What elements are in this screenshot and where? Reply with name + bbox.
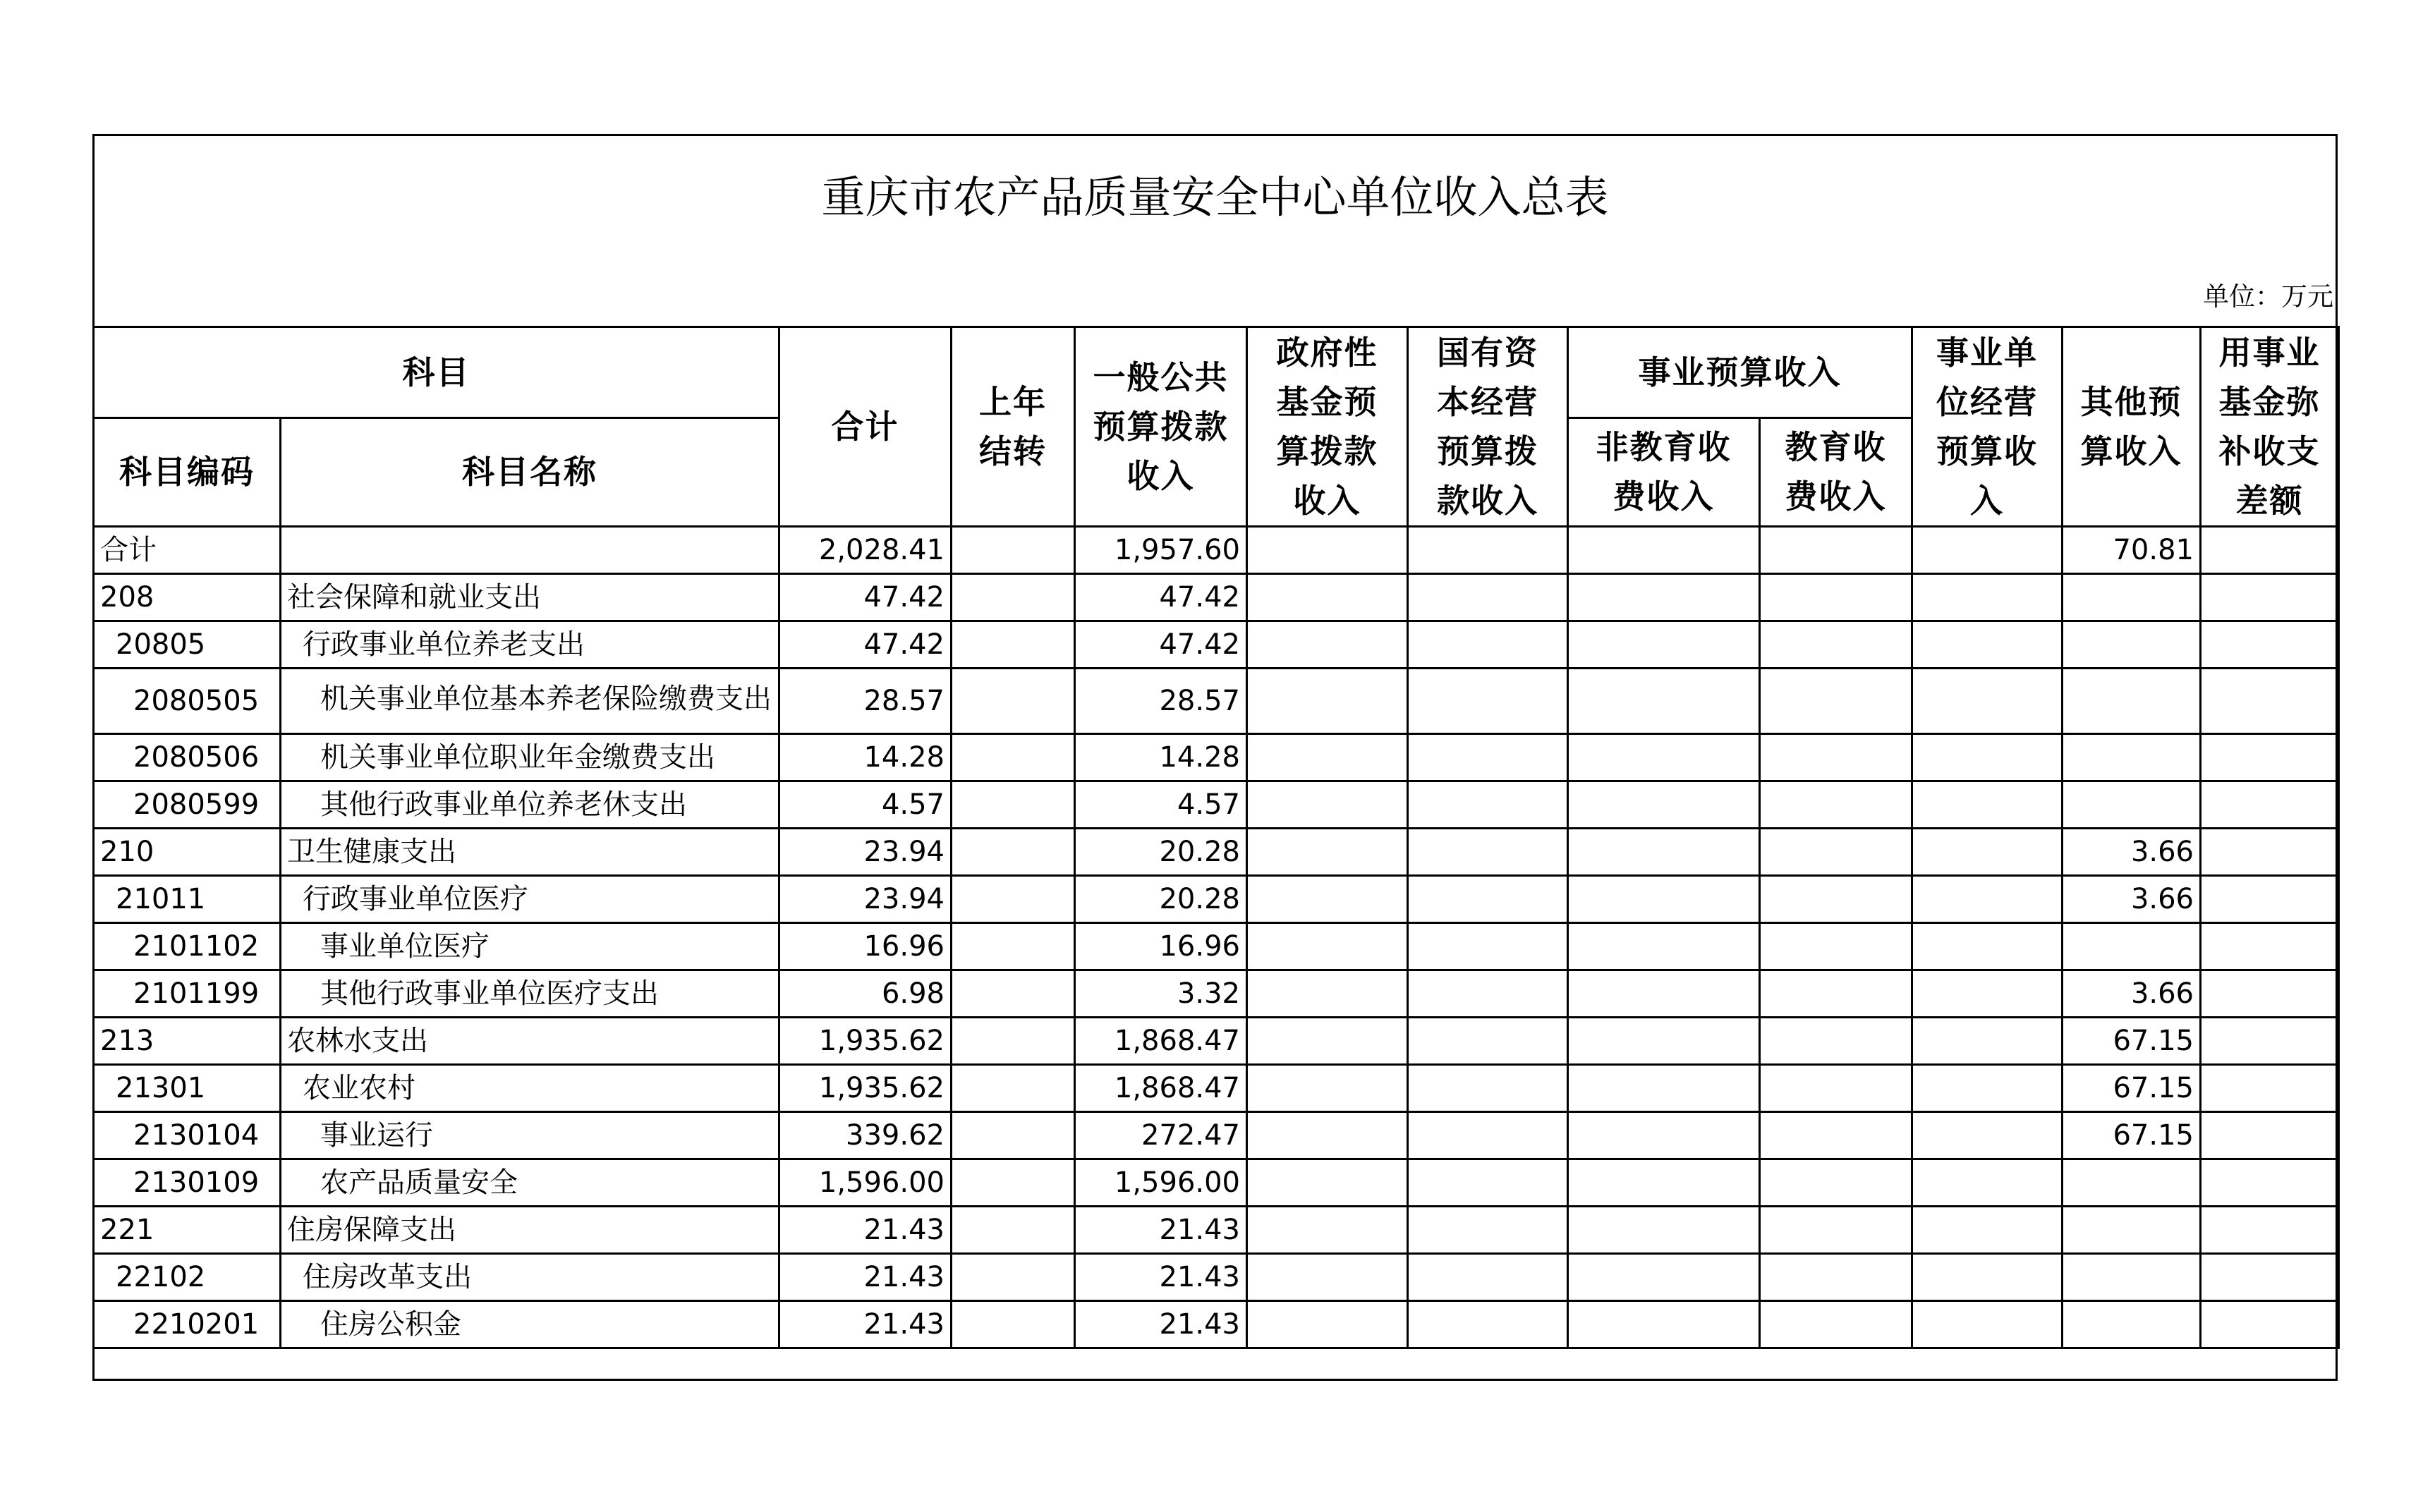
gov-fund-header-line: 基金预 [1276, 383, 1378, 421]
cell-carryover [952, 1254, 1075, 1301]
state-capital-header-line: 国有资 [1437, 334, 1538, 372]
cell-edu [1760, 734, 1912, 781]
cell-gov-fund [1247, 669, 1408, 734]
unit-business-header-line: 事业单 [1936, 334, 2038, 372]
cell-name: 行政事业单位养老支出 [281, 621, 779, 669]
cell-carryover [952, 781, 1075, 829]
cell-general: 21.43 [1075, 1301, 1247, 1348]
cell-non-edu [1568, 1254, 1760, 1301]
cell-unit-business [1912, 1301, 2063, 1348]
state-capital-header [1408, 327, 1568, 527]
cell-other [2063, 734, 2201, 781]
unit-business-header-line: 预算收 [1936, 432, 2038, 470]
unit-business-header-line: 位经营 [1936, 383, 2038, 421]
cell-other [2063, 669, 2201, 734]
cell-fund-gap [2201, 1018, 2339, 1065]
general-budget-header-line: 收入 [1126, 457, 1195, 495]
cell-non-edu [1568, 1112, 1760, 1159]
cell-non-edu [1568, 669, 1760, 734]
cell-unit-business [1912, 574, 2063, 621]
cell-total: 1,935.62 [779, 1065, 952, 1112]
cell-general: 3.32 [1075, 970, 1247, 1018]
cell-carryover [952, 1301, 1075, 1348]
cell-edu [1760, 1112, 1912, 1159]
cell-other: 67.15 [2063, 1112, 2201, 1159]
cell-code: 221 [94, 1207, 281, 1254]
table-row [94, 1301, 2339, 1348]
cell-state-capital [1408, 781, 1568, 829]
cell-edu [1760, 574, 1912, 621]
cell-name: 事业单位医疗 [281, 923, 779, 970]
report-title: 重庆市农产品质量安全中心单位收入总表 [821, 171, 1609, 223]
cell-total: 47.42 [779, 574, 952, 621]
unit-label: 单位：万元 [2203, 281, 2333, 312]
cell-code: 21301 [94, 1065, 281, 1112]
cell-edu [1760, 527, 1912, 574]
cell-total: 4.57 [779, 781, 952, 829]
cell-code: 208 [94, 574, 281, 621]
cell-fund-gap [2201, 876, 2339, 923]
table-row [94, 1159, 2339, 1207]
cell-gov-fund [1247, 621, 1408, 669]
subject-name-header: 科目名称 [281, 417, 779, 526]
fund-gap-header-line: 差额 [2235, 482, 2304, 520]
cell-unit-business [1912, 1207, 2063, 1254]
cell-non-edu [1568, 574, 1760, 621]
cell-gov-fund [1247, 734, 1408, 781]
cell-other [2063, 1207, 2201, 1254]
cell-other [2063, 1254, 2201, 1301]
cell-carryover [952, 876, 1075, 923]
cell-total: 16.96 [779, 923, 952, 970]
cell-general: 21.43 [1075, 1207, 1247, 1254]
cell-non-edu [1568, 527, 1760, 574]
table-row [94, 669, 2339, 734]
fund-gap-header-line: 基金弥 [2218, 383, 2321, 421]
cell-code: 213 [94, 1018, 281, 1065]
table-row [94, 1254, 2339, 1301]
general-budget-header [1075, 327, 1247, 527]
cell-carryover [952, 970, 1075, 1018]
cell-gov-fund [1247, 1207, 1408, 1254]
cell-code: 2080505 [94, 669, 281, 734]
cell-general: 1,868.47 [1075, 1018, 1247, 1065]
cell-edu [1760, 781, 1912, 829]
cell-non-edu [1568, 876, 1760, 923]
cell-carryover [952, 734, 1075, 781]
table-row [94, 970, 2339, 1018]
cell-gov-fund [1247, 1159, 1408, 1207]
cell-general: 1,957.60 [1075, 527, 1247, 574]
edu-fee-header-line: 费收入 [1785, 477, 1887, 516]
cell-fund-gap [2201, 781, 2339, 829]
cell-other: 67.15 [2063, 1065, 2201, 1112]
carryover-header-line: 结转 [979, 432, 1047, 470]
cell-non-edu [1568, 1159, 1760, 1207]
cell-unit-business [1912, 1018, 2063, 1065]
cell-code: 2210201 [94, 1301, 281, 1348]
cell-total: 339.62 [779, 1112, 952, 1159]
cell-fund-gap [2201, 669, 2339, 734]
cell-carryover [952, 1065, 1075, 1112]
cell-unit-business [1912, 970, 2063, 1018]
table-row [94, 621, 2339, 669]
cell-name: 住房改革支出 [281, 1254, 779, 1301]
cell-total: 21.43 [779, 1301, 952, 1348]
cell-state-capital [1408, 970, 1568, 1018]
gov-fund-header-line: 政府性 [1276, 334, 1378, 372]
cell-gov-fund [1247, 1065, 1408, 1112]
cell-other: 70.81 [2063, 527, 2201, 574]
cell-state-capital [1408, 669, 1568, 734]
cell-carryover [952, 621, 1075, 669]
cell-other [2063, 574, 2201, 621]
cell-fund-gap [2201, 527, 2339, 574]
cell-gov-fund [1247, 781, 1408, 829]
cell-fund-gap [2201, 829, 2339, 876]
cell-state-capital [1408, 829, 1568, 876]
table-row [94, 1018, 2339, 1065]
cell-unit-business [1912, 1159, 2063, 1207]
cell-edu [1760, 829, 1912, 876]
fund-gap-header-line: 补收支 [2218, 432, 2321, 470]
cell-other: 3.66 [2063, 876, 2201, 923]
edu-fee-header [1760, 417, 1912, 526]
cell-fund-gap [2201, 970, 2339, 1018]
cell-unit-business [1912, 621, 2063, 669]
cell-state-capital [1408, 1254, 1568, 1301]
cell-general: 47.42 [1075, 621, 1247, 669]
cell-name: 社会保障和就业支出 [281, 574, 779, 621]
cell-total: 21.43 [779, 1254, 952, 1301]
table-row [94, 876, 2339, 923]
cell-fund-gap [2201, 574, 2339, 621]
cell-edu [1760, 1254, 1912, 1301]
cell-name: 其他行政事业单位医疗支出 [281, 970, 779, 1018]
cell-fund-gap [2201, 621, 2339, 669]
cell-gov-fund [1247, 1301, 1408, 1348]
cell-unit-business [1912, 1112, 2063, 1159]
cell-general: 16.96 [1075, 923, 1247, 970]
cell-general: 20.28 [1075, 829, 1247, 876]
cell-carryover [952, 923, 1075, 970]
cell-name: 其他行政事业单位养老休支出 [281, 781, 779, 829]
cell-state-capital [1408, 574, 1568, 621]
gov-fund-header [1247, 327, 1408, 527]
cell-name: 住房保障支出 [281, 1207, 779, 1254]
cell-name [281, 527, 779, 574]
cell-gov-fund [1247, 923, 1408, 970]
cell-name: 卫生健康支出 [281, 829, 779, 876]
cell-total: 47.42 [779, 621, 952, 669]
cell-non-edu [1568, 829, 1760, 876]
career-budget-header: 事业预算收入 [1568, 327, 1912, 418]
cell-code: 22102 [94, 1254, 281, 1301]
table-row [94, 1112, 2339, 1159]
cell-non-edu [1568, 734, 1760, 781]
cell-fund-gap [2201, 1112, 2339, 1159]
table-row [94, 527, 2339, 574]
cell-state-capital [1408, 1112, 1568, 1159]
cell-other [2063, 1159, 2201, 1207]
cell-name: 住房公积金 [281, 1301, 779, 1348]
unit-business-header [1912, 327, 2063, 527]
cell-general: 272.47 [1075, 1112, 1247, 1159]
cell-total: 1,935.62 [779, 1018, 952, 1065]
cell-code: 2080599 [94, 781, 281, 829]
cell-state-capital [1408, 876, 1568, 923]
other-income-header [2063, 327, 2201, 527]
cell-code: 2080506 [94, 734, 281, 781]
cell-non-edu [1568, 923, 1760, 970]
cell-total: 1,596.00 [779, 1159, 952, 1207]
table-row [94, 781, 2339, 829]
cell-edu [1760, 923, 1912, 970]
cell-fund-gap [2201, 923, 2339, 970]
cell-name [281, 669, 779, 734]
table-row [94, 1207, 2339, 1254]
cell-edu [1760, 970, 1912, 1018]
cell-non-edu [1568, 970, 1760, 1018]
fund-gap-header-line: 用事业 [2218, 334, 2321, 372]
cell-state-capital [1408, 527, 1568, 574]
cell-general: 4.57 [1075, 781, 1247, 829]
cell-carryover [952, 1207, 1075, 1254]
cell-name-text: 机关事业单位基本养老保险缴费支出 [320, 683, 772, 715]
cell-total: 23.94 [779, 876, 952, 923]
cell-state-capital [1408, 734, 1568, 781]
cell-unit-business [1912, 829, 2063, 876]
cell-fund-gap [2201, 1207, 2339, 1254]
income-table [92, 326, 2340, 1349]
cell-gov-fund [1247, 970, 1408, 1018]
cell-code: 20805 [94, 621, 281, 669]
carryover-header [952, 327, 1075, 527]
cell-name: 事业运行 [281, 1112, 779, 1159]
cell-state-capital [1408, 923, 1568, 970]
cell-code: 2101199 [94, 970, 281, 1018]
cell-non-edu [1568, 1301, 1760, 1348]
subject-code-header: 科目编码 [94, 417, 281, 526]
cell-unit-business [1912, 923, 2063, 970]
cell-code: 2130104 [94, 1112, 281, 1159]
non-edu-fee-header [1568, 417, 1760, 526]
cell-state-capital [1408, 1301, 1568, 1348]
cell-code: 210 [94, 829, 281, 876]
gov-fund-header-line: 收入 [1293, 482, 1361, 520]
cell-carryover [952, 829, 1075, 876]
general-budget-header-line: 预算拨款 [1093, 408, 1229, 446]
cell-general: 14.28 [1075, 734, 1247, 781]
cell-gov-fund [1247, 876, 1408, 923]
cell-unit-business [1912, 527, 2063, 574]
cell-fund-gap [2201, 1159, 2339, 1207]
cell-name: 农业农村 [281, 1065, 779, 1112]
table-row [94, 574, 2339, 621]
subject-header: 科目 [94, 327, 779, 418]
cell-edu [1760, 1301, 1912, 1348]
cell-unit-business [1912, 734, 2063, 781]
cell-total: 23.94 [779, 829, 952, 876]
cell-fund-gap [2201, 1065, 2339, 1112]
fund-gap-header [2201, 327, 2339, 527]
unit-business-header-line: 入 [1970, 482, 2004, 520]
gov-fund-header-line: 算拨款 [1276, 432, 1378, 470]
cell-other [2063, 621, 2201, 669]
cell-edu [1760, 1159, 1912, 1207]
cell-general: 1,868.47 [1075, 1065, 1247, 1112]
cell-general: 28.57 [1075, 669, 1247, 734]
cell-edu [1760, 1207, 1912, 1254]
cell-fund-gap [2201, 1254, 2339, 1301]
cell-carryover [952, 669, 1075, 734]
cell-gov-fund [1247, 1018, 1408, 1065]
state-capital-header-line: 预算拨 [1437, 432, 1538, 470]
cell-general: 1,596.00 [1075, 1159, 1247, 1207]
state-capital-header-line: 本经营 [1437, 383, 1538, 421]
cell-unit-business [1912, 1254, 2063, 1301]
cell-code: 2130109 [94, 1159, 281, 1207]
cell-carryover [952, 1018, 1075, 1065]
non-edu-fee-header-line: 非教育收 [1596, 428, 1732, 467]
cell-other: 67.15 [2063, 1018, 2201, 1065]
cell-edu [1760, 876, 1912, 923]
cell-carryover [952, 574, 1075, 621]
cell-unit-business [1912, 876, 2063, 923]
cell-total: 6.98 [779, 970, 952, 1018]
cell-carryover [952, 1159, 1075, 1207]
cell-edu [1760, 1018, 1912, 1065]
cell-name: 农林水支出 [281, 1018, 779, 1065]
cell-other: 3.66 [2063, 970, 2201, 1018]
cell-general: 21.43 [1075, 1254, 1247, 1301]
cell-non-edu [1568, 1018, 1760, 1065]
cell-other [2063, 781, 2201, 829]
cell-name: 机关事业单位职业年金缴费支出 [281, 734, 779, 781]
cell-name: 农产品质量安全 [281, 1159, 779, 1207]
cell-other [2063, 1301, 2201, 1348]
other-income-header-line: 算收入 [2080, 432, 2182, 470]
cell-edu [1760, 621, 1912, 669]
cell-state-capital [1408, 1065, 1568, 1112]
cell-unit-business [1912, 669, 2063, 734]
total-header: 合计 [779, 327, 952, 527]
non-edu-fee-header-line: 费收入 [1613, 477, 1715, 516]
state-capital-header-line: 款收入 [1437, 482, 1538, 520]
table-row [94, 1065, 2339, 1112]
cell-general: 20.28 [1075, 876, 1247, 923]
cell-state-capital [1408, 1018, 1568, 1065]
cell-gov-fund [1247, 1254, 1408, 1301]
cell-carryover [952, 527, 1075, 574]
cell-name: 行政事业单位医疗 [281, 876, 779, 923]
general-budget-header-line: 一般公共 [1093, 358, 1229, 396]
cell-total: 2,028.41 [779, 527, 952, 574]
cell-edu [1760, 669, 1912, 734]
table-row [94, 923, 2339, 970]
cell-code: 合计 [94, 527, 281, 574]
table-row [94, 734, 2339, 781]
cell-unit-business [1912, 781, 2063, 829]
cell-total: 28.57 [779, 669, 952, 734]
carryover-header-line: 上年 [979, 383, 1047, 421]
cell-gov-fund [1247, 1112, 1408, 1159]
cell-code: 21011 [94, 876, 281, 923]
cell-non-edu [1568, 781, 1760, 829]
cell-state-capital [1408, 1207, 1568, 1254]
cell-state-capital [1408, 1159, 1568, 1207]
edu-fee-header-line: 教育收 [1785, 428, 1887, 467]
cell-non-edu [1568, 1207, 1760, 1254]
cell-unit-business [1912, 1065, 2063, 1112]
cell-fund-gap [2201, 1301, 2339, 1348]
cell-edu [1760, 1065, 1912, 1112]
cell-gov-fund [1247, 829, 1408, 876]
cell-carryover [952, 1112, 1075, 1159]
cell-non-edu [1568, 621, 1760, 669]
table-row [94, 829, 2339, 876]
other-income-header-line: 其他预 [2080, 383, 2182, 421]
cell-other: 3.66 [2063, 829, 2201, 876]
cell-other [2063, 923, 2201, 970]
cell-code: 2101102 [94, 923, 281, 970]
cell-total: 14.28 [779, 734, 952, 781]
cell-general: 47.42 [1075, 574, 1247, 621]
cell-state-capital [1408, 621, 1568, 669]
cell-gov-fund [1247, 574, 1408, 621]
cell-fund-gap [2201, 734, 2339, 781]
cell-gov-fund [1247, 527, 1408, 574]
cell-total: 21.43 [779, 1207, 952, 1254]
cell-non-edu [1568, 1065, 1760, 1112]
